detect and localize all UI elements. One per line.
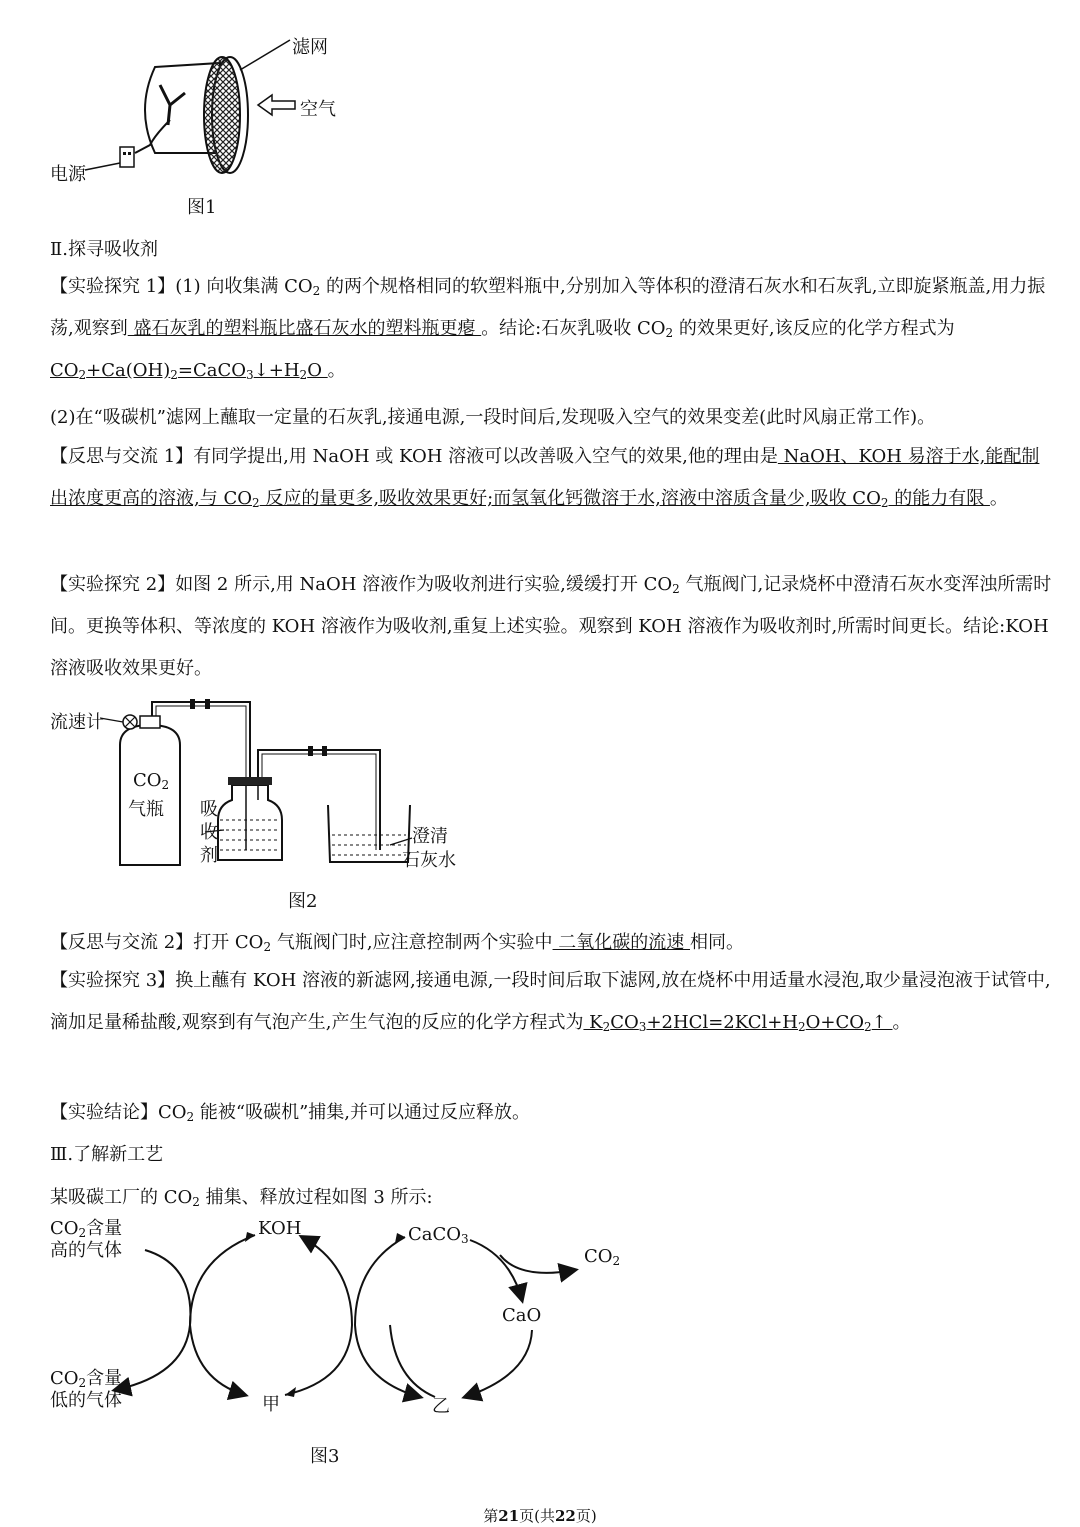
- reflect1-answer: NaOH、KOH 易溶于水,能配制出浓度更高的溶液,与 $CO_2$ 反应的量更多,吸收效果更好;而氢氧化钙微溶于水,溶液中溶质含量少,吸收 $CO_2$ 的能力有限: [50, 446, 1040, 510]
- page-total: 22: [555, 1507, 576, 1525]
- fig2-label-absorbent-3: 剂: [200, 845, 218, 866]
- fig2-label-absorbent-2: 收: [200, 822, 218, 843]
- section-2-title: Ⅱ.探寻吸收剂: [50, 239, 158, 260]
- page-footer: 第21页(共22页): [483, 1507, 597, 1525]
- exp1-answer-equation: $CO_2+Ca(OH)_2=CaCO_3↓+H_2O$: [50, 360, 328, 382]
- experiment-2-paragraph: 【实验探究 2】如图 2 所示,用 NaOH 溶液作为吸收剂进行实验,缓缓打开 $CO_2$ 气瓶阀门,记录烧杯中澄清石灰水变浑浊所需时间。更换等体积、等浓度的 KOH 溶液作为吸收剂,重复上述实验。观察到 KOH 溶液作为吸收剂时,所需时间更长。结论:KOH 溶液吸收效果更好。: [50, 574, 1052, 679]
- experiment-3-paragraph: 【实验探究 3】换上蘸有 KOH 溶液的新滤网,接通电源,一段时间后取下滤网,放在烧杯中用适量水浸泡,取少量浸泡液于试管中,滴加足量稀盐酸,观察到有气泡产生,产生气泡的反应的化学方程式为 $K_2CO_3+2HCl=2KCl+H_2O+CO_2↑$ 。: [50, 970, 1051, 1034]
- fig2-label-cylinder-2: 气瓶: [128, 799, 164, 820]
- fig2-label-flowmeter: 流速计: [50, 712, 104, 733]
- exp1-tag: 【实验探究 1】: [50, 276, 176, 297]
- exp3-answer-equation: $K_2CO_3+2HCl=2KCl+H_2O+CO_2↑$: [583, 1012, 893, 1034]
- fig1-label-air: 空气: [300, 99, 336, 120]
- fig3-low-gas: $CO_2$含量 低的气体: [50, 1368, 123, 1411]
- figure-3: [40, 1215, 640, 1420]
- fig3-koh: KOH: [258, 1218, 302, 1239]
- exp1-answer-observation: 盛石灰乳的塑料瓶比盛石灰水的塑料瓶更瘪: [127, 318, 482, 339]
- experiment-1-part-2: (2)在“吸碳机”滤网上蘸取一定量的石灰乳,接通电源,一段时间后,发现吸入空气的效果变差(此时风扇正常工作)。: [50, 407, 936, 428]
- fig3-high-gas: $CO_2$含量 高的气体: [50, 1218, 123, 1261]
- conclusion-line: 【实验结论】$CO_2$ 能被“吸碳机”捕集,并可以通过反应释放。: [50, 1102, 531, 1124]
- reflection-2-line: 【反思与交流 2】打开 $CO_2$ 气瓶阀门时,应注意控制两个实验中 二氧化碳的流速 相同。: [50, 932, 744, 954]
- fig3-co2-out: $CO_2$: [584, 1246, 621, 1268]
- fig1-caption: 图1: [187, 197, 217, 218]
- fig2-label-limewater-1: 澄清: [412, 826, 448, 847]
- conclusion-tag: 【实验结论】: [50, 1102, 158, 1123]
- fig3-yi: 乙: [432, 1396, 450, 1417]
- exp2-tag: 【实验探究 2】: [50, 574, 176, 595]
- reflect1-tag: 【反思与交流 1】: [50, 446, 194, 467]
- page-number: 21: [498, 1507, 520, 1525]
- fig2-label-absorbent-1: 吸: [200, 799, 218, 820]
- fig2-label-limewater-2: 石灰水: [402, 850, 456, 871]
- section-3-intro: 某吸碳工厂的 $CO_2$ 捕集、释放过程如图 3 所示:: [50, 1187, 433, 1209]
- fig2-label-cylinder: $CO_2$: [133, 770, 170, 792]
- fig1-label-filter: 滤网: [292, 37, 328, 58]
- fig2-caption: 图2: [288, 891, 318, 912]
- cycle-diagram: [40, 1215, 640, 1420]
- section-3-title: Ⅲ.了解新工艺: [50, 1144, 164, 1165]
- reflect2-answer: 二氧化碳的流速: [552, 932, 690, 953]
- fig3-cao: CaO: [502, 1305, 542, 1326]
- reflect2-tag: 【反思与交流 2】: [50, 932, 194, 953]
- experiment-1-paragraph: 【实验探究 1】(1) 向收集满 $CO_2$ 的两个规格相同的软塑料瓶中,分别加入等体积的澄清石灰水和石灰乳,立即旋紧瓶盖,用力振荡,观察到 盛石灰乳的塑料瓶比盛石灰水的塑料瓶更瘪 。结论:石灰乳吸收 $CO_2$ 的效果更好,该反应的化学方程式为 $CO_2+Ca(OH)_2=CaCO_3↓+H_2O$ 。: [50, 276, 1046, 382]
- fig1-label-power: 电源: [50, 164, 86, 185]
- reflection-1-paragraph: 【反思与交流 1】有同学提出,用 NaOH 或 KOH 溶液可以改善吸入空气的效果,他的理由是 NaOH、KOH 易溶于水,能配制出浓度更高的溶液,与 $CO_2$ 反应的量更多,吸收效果更好;而氢氧化钙微溶于水,溶液中溶质含量少,吸收 $CO_2$ 的能力有限 。: [50, 446, 1040, 510]
- fig3-caco3: CaCO$_3$: [408, 1224, 469, 1246]
- fig3-jia: 甲: [262, 1394, 280, 1415]
- fig3-caption: 图3: [310, 1446, 340, 1467]
- exp3-tag: 【实验探究 3】: [50, 970, 176, 991]
